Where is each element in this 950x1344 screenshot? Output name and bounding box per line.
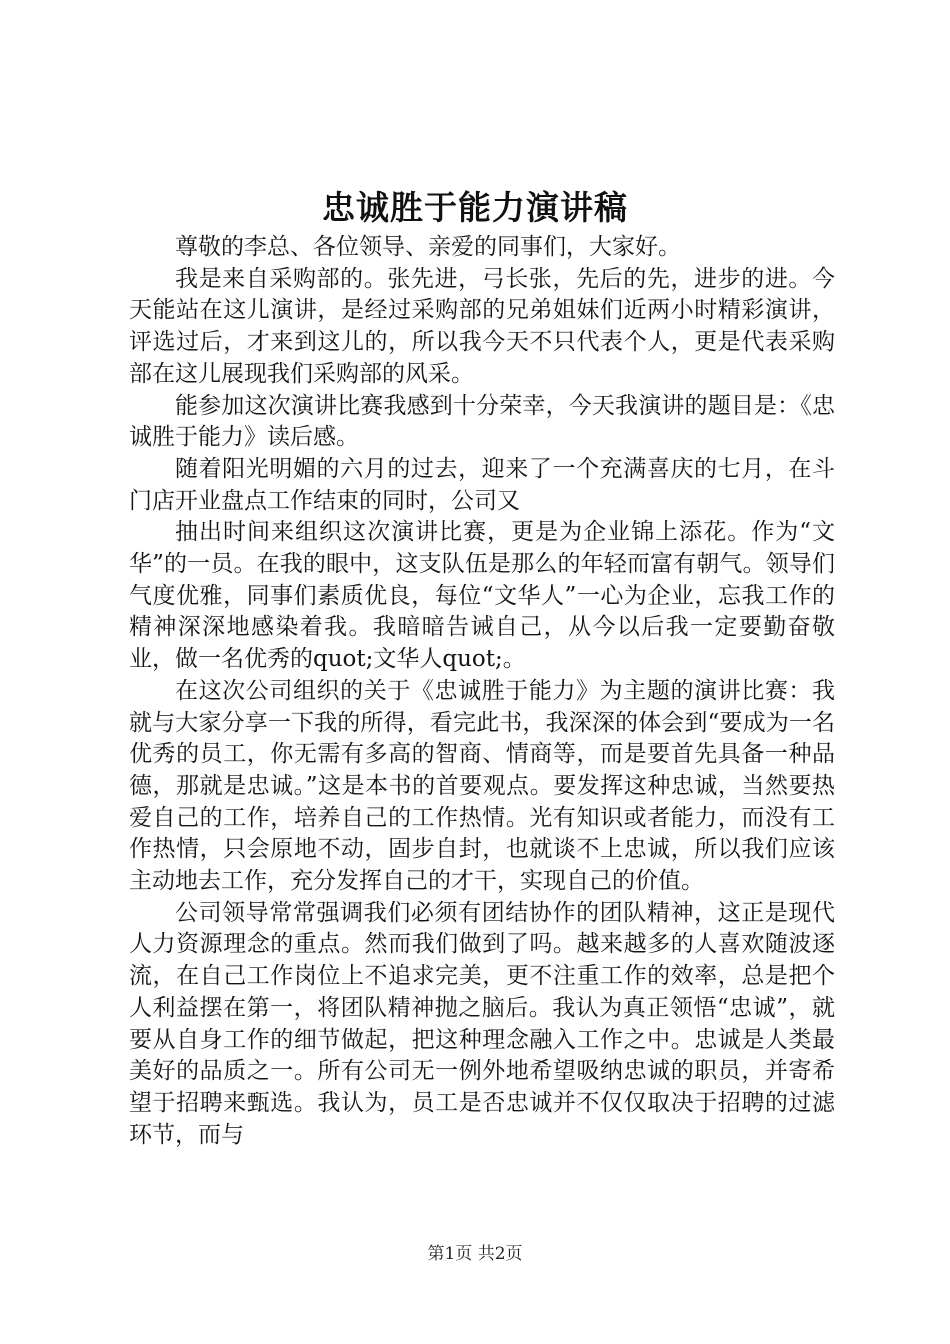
document-body <box>129 232 835 1151</box>
document-title: 忠诚胜于能力演讲稿 <box>322 188 628 227</box>
paragraph-topic: 能参加这次演讲比赛我感到十分荣幸，今天我演讲的题目是：《忠诚胜于能力》读后感。 <box>129 392 835 451</box>
page-number-footer: 第1页 共2页 <box>427 1244 523 1264</box>
paragraph-company: 抽出时间来组织这次演讲比赛，更是为企业锦上添花。作为“文华”的一员。在我的眼中，这支队伍是那么的年轻而富有朝气。领导们气度优雅，同事们素质优良，每位“文华人”一心为企业，忘我工作的精神深深地感染着我。我暗暗告诫自己，从今以后我一定要勤奋敬业，做一名优秀的quot;文华人quot;。 <box>129 519 835 673</box>
paragraph-introduction: 我是来自采购部的。张先进，弓长张，先后的先，进步的进。今天能站在这儿演讲，是经过采购部的兄弟姐妹们近两小时精彩演讲，评选过后，才来到这儿的，所以我今天不只代表个人，更是代表采购部在这儿展现我们采购部的风采。 <box>129 265 835 387</box>
paragraph-book-insight: 在这次公司组织的关于《忠诚胜于能力》为主题的演讲比赛：我就与大家分享一下我的所得，看完此书，我深深的体会到“要成为一名优秀的员工，你无需有多高的智商、情商等，而是要首先具备一种品德，那就是忠诚。”这是本书的首要观点。要发挥这种忠诚，当然要热爱自己的工作，培养自己的工作热情。光有知识或者能力，而没有工作热情，只会原地不动，固步自封，也就谈不上忠诚，所以我们应该主动地去工作，充分发挥自己的才干，实现自己的价值。 <box>129 677 835 895</box>
paragraph-greeting: 尊敬的李总、各位领导、亲爱的同事们，大家好。 <box>175 234 681 260</box>
paragraph-teamwork: 公司领导常常强调我们必须有团结协作的团队精神，这正是现代人力资源理念的重点。然而我们做到了吗。越来越多的人喜欢随波逐流，在自己工作岗位上不追求完美，更不注重工作的效率，总是把个人利益摆在第一，将团队精神抛之脑后。我认为真正领悟“忠诚”，就要从自身工作的细节做起，把这种理念融入工作之中。忠诚是人类最美好的品质之一。所有公司无一例外地希望吸纳忠诚的职员，并寄希望于招聘来甄选。我认为，员工是否忠诚并不仅仅取决于招聘的过滤环节，而与 <box>129 899 835 1148</box>
paragraph-context: 随着阳光明媚的六月的过去，迎来了一个充满喜庆的七月，在斗门店开业盘点工作结束的同时，公司又 <box>129 455 835 514</box>
